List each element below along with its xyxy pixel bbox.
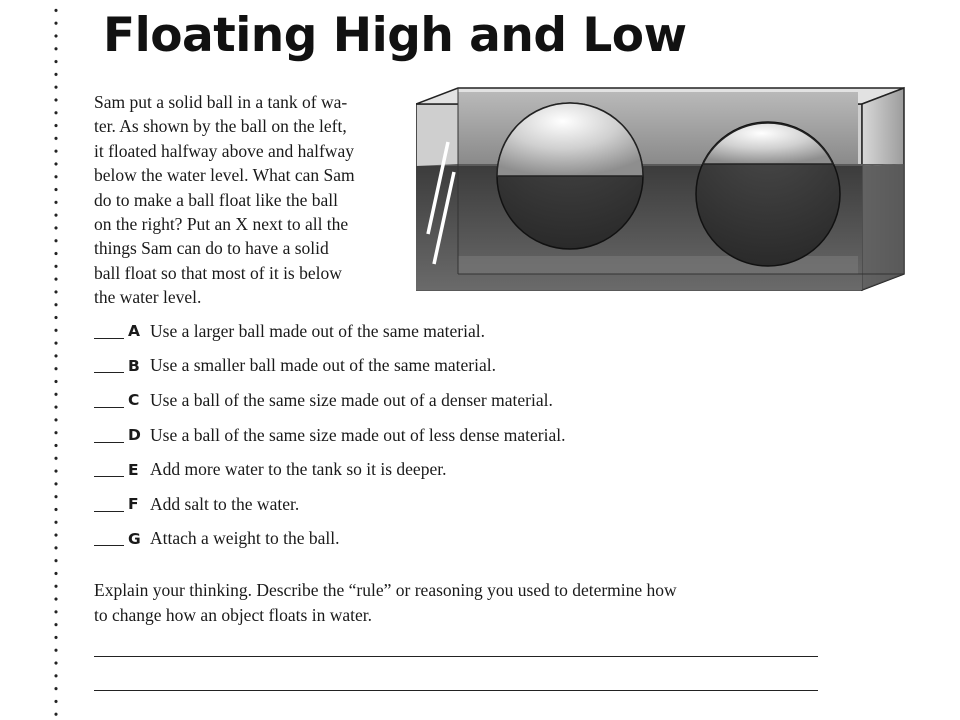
answer-blank[interactable] bbox=[94, 462, 124, 477]
worksheet-title: Floating High and Low bbox=[103, 8, 687, 63]
dotted-margin bbox=[52, 0, 60, 720]
option-e bbox=[94, 452, 565, 487]
option-letter: D bbox=[128, 426, 141, 445]
option-a bbox=[94, 314, 565, 349]
intro-line: Sam put a solid ball in a tank of wa- bbox=[94, 92, 348, 112]
answer-blank[interactable] bbox=[94, 358, 124, 373]
option-text: Use a larger ball made out of the same material. bbox=[150, 320, 485, 341]
option-letter: A bbox=[128, 322, 140, 341]
option-text: Use a ball of the same size made out of a denser material. bbox=[150, 389, 553, 410]
option-g bbox=[94, 522, 565, 557]
option-letter: G bbox=[128, 529, 141, 548]
option-text: Use a smaller ball made out of the same material. bbox=[150, 355, 496, 376]
intro-line: things Sam can do to have a solid bbox=[94, 238, 329, 259]
water-side bbox=[862, 164, 904, 290]
option-b bbox=[94, 349, 565, 384]
option-text: Add salt to the water. bbox=[150, 493, 300, 514]
answer-writing-line[interactable] bbox=[94, 690, 818, 691]
answer-blank[interactable] bbox=[94, 324, 124, 339]
option-c bbox=[94, 383, 565, 418]
intro-line: ball float so that most of it is below bbox=[94, 262, 342, 283]
option-letter: F bbox=[128, 495, 139, 514]
intro-line: it floated halfway above and halfway bbox=[94, 140, 354, 161]
answer-writing-line[interactable] bbox=[94, 656, 818, 657]
option-letter: E bbox=[128, 460, 139, 479]
answer-blank[interactable] bbox=[94, 497, 124, 512]
option-text: Add more water to the tank so it is deeper. bbox=[150, 459, 447, 480]
intro-line: on the right? Put an X next to all the bbox=[94, 214, 349, 235]
intro-line: ter. As shown by the ball on the left, bbox=[94, 116, 347, 137]
explain-line: to change how an object floats in water. bbox=[94, 605, 372, 625]
explain-line: Explain your thinking. Describe the “rule” or reasoning you used to determine how bbox=[94, 580, 677, 600]
answer-blank[interactable] bbox=[94, 428, 124, 443]
intro-line: below the water level. What can Sam bbox=[94, 165, 355, 186]
option-f bbox=[94, 487, 565, 522]
option-letter: B bbox=[128, 356, 140, 375]
option-d bbox=[94, 418, 565, 453]
answer-options bbox=[94, 314, 565, 556]
intro-paragraph bbox=[94, 90, 414, 310]
answer-blank[interactable] bbox=[94, 393, 124, 408]
intro-line: do to make a ball float like the ball bbox=[94, 189, 338, 210]
answer-blank[interactable] bbox=[94, 531, 124, 546]
option-text: Use a ball of the same size made out of less dense material. bbox=[150, 424, 566, 445]
explain-prompt bbox=[94, 578, 834, 628]
intro-line: the water level. bbox=[94, 287, 202, 308]
water-tank-illustration bbox=[416, 86, 906, 296]
option-letter: C bbox=[128, 391, 140, 410]
option-text: Attach a weight to the ball. bbox=[150, 528, 340, 549]
